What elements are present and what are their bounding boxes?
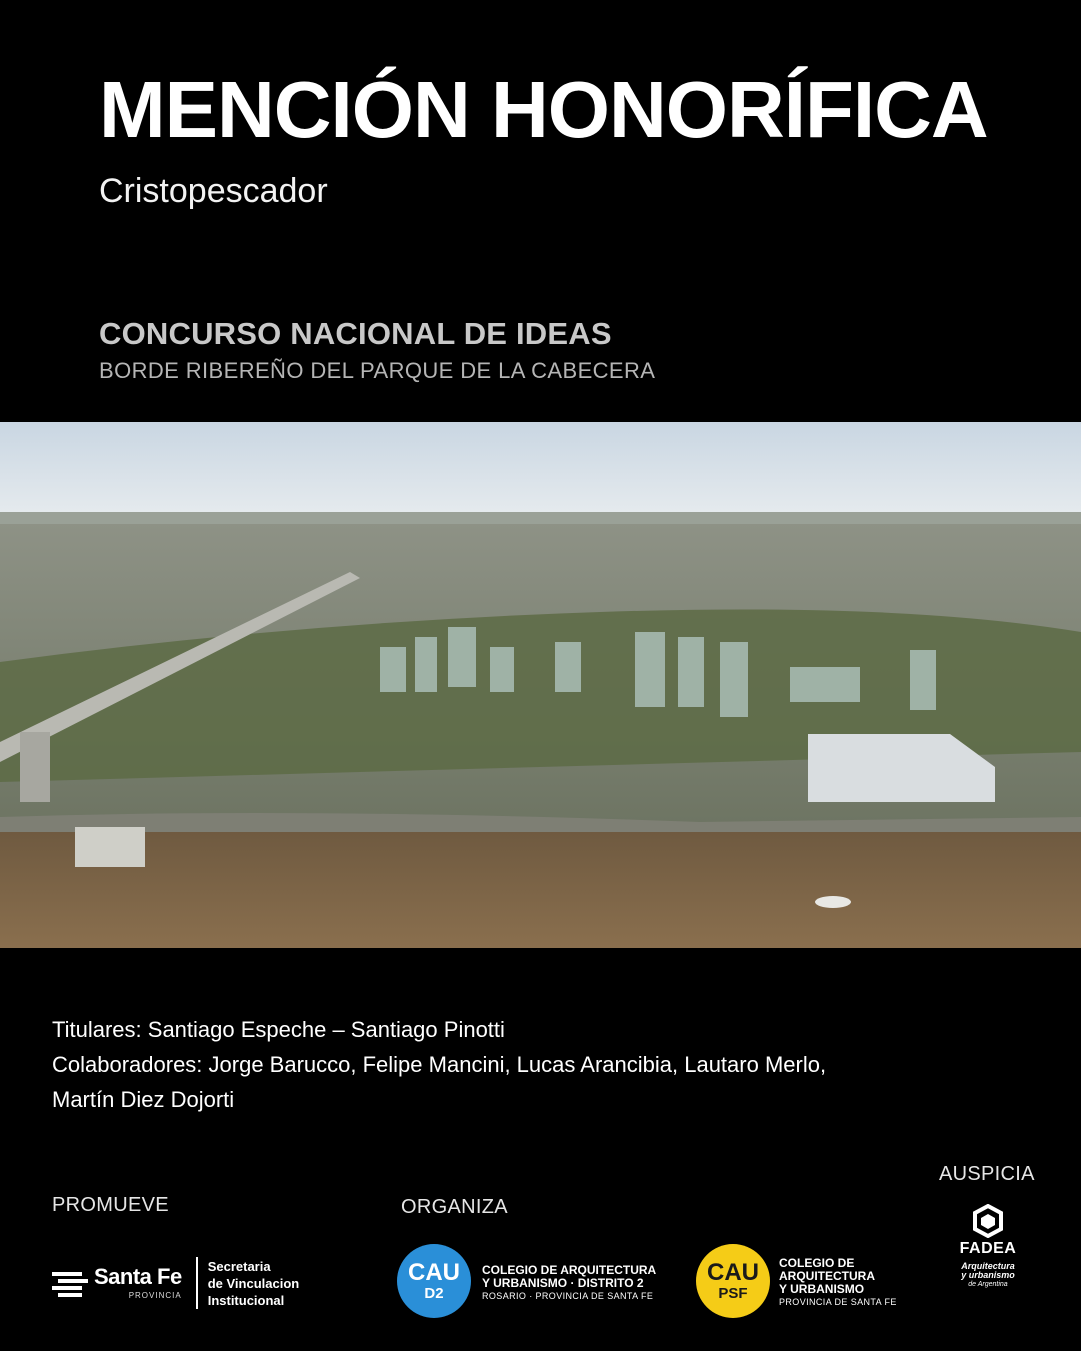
secretaria-line1: Secretaria [207, 1258, 271, 1274]
santa-fe-province: PROVINCIA [128, 1291, 182, 1300]
secretaria-line2: de Vinculacion [207, 1275, 300, 1291]
cau-d2-badge-bottom: D2 [424, 1285, 444, 1302]
fadea-sub2: y urbanismo [961, 1270, 1015, 1280]
cau-psf-badge-top: CAU [707, 1259, 759, 1286]
organiza-label: ORGANIZA [401, 1196, 508, 1218]
santa-fe-name: Santa Fe [94, 1264, 182, 1289]
cau-psf-badge [696, 1244, 770, 1318]
divider [196, 1257, 198, 1309]
contest-name: CONCURSO NACIONAL DE IDEAS [99, 316, 612, 351]
aerial-render-image [0, 422, 1081, 948]
fadea-sub1: Arquitectura [961, 1261, 1015, 1271]
cau-d2-line3: ROSARIO · PROVINCIA DE SANTA FE [482, 1291, 654, 1301]
cau-d2-badge-top: CAU [408, 1259, 460, 1286]
credits-titulares: Titulares: Santiago Espeche – Santiago Pinotti [52, 1017, 505, 1042]
promueve-label: PROMUEVE [52, 1194, 169, 1216]
cau-d2-line1: COLEGIO DE ARQUITECTURA [482, 1263, 657, 1277]
credits-colaboradores-cont: Martín Diez Dojorti [52, 1087, 235, 1112]
cau-d2-badge [397, 1244, 471, 1318]
secretaria-line3: Institucional [207, 1292, 285, 1308]
fadea-logo [948, 1204, 1028, 1289]
credits-colaboradores: Colaboradores: Jorge Barucco, Felipe Mancini, Lucas Arancibia, Lautaro Merlo, [52, 1052, 827, 1077]
cau-psf-line3: Y URBANISMO [779, 1282, 865, 1296]
cau-psf-line2: ARQUITECTURA [779, 1269, 875, 1283]
fadea-name: FADEA [959, 1240, 1017, 1257]
santa-fe-logo [52, 1258, 299, 1308]
fadea-sub3: de Argentina [968, 1281, 1008, 1288]
santa-fe-waves-icon [52, 1268, 88, 1298]
fadea-emblem-icon [971, 1204, 1005, 1238]
credits [52, 1012, 1052, 1117]
cau-psf-line1: COLEGIO DE [779, 1256, 855, 1270]
auspicia-label: AUSPICIA [939, 1163, 1035, 1185]
cau-d2-text [482, 1264, 656, 1303]
cau-psf-line4: PROVINCIA DE SANTA FE [779, 1297, 897, 1307]
secretaria-text [208, 1258, 300, 1309]
cau-psf-text [779, 1257, 897, 1309]
fadea-subtitle [961, 1262, 1015, 1289]
cau-d2-line2: Y URBANISMO · DISTRITO 2 [482, 1276, 644, 1290]
cau-psf-badge-bottom: PSF [718, 1285, 748, 1302]
contest-subtitle: BORDE RIBEREÑO DEL PARQUE DE LA CABECERA [99, 358, 656, 383]
project-name: Cristopescador [99, 172, 328, 210]
page-title: MENCIÓN HONORÍFICA [99, 65, 988, 154]
